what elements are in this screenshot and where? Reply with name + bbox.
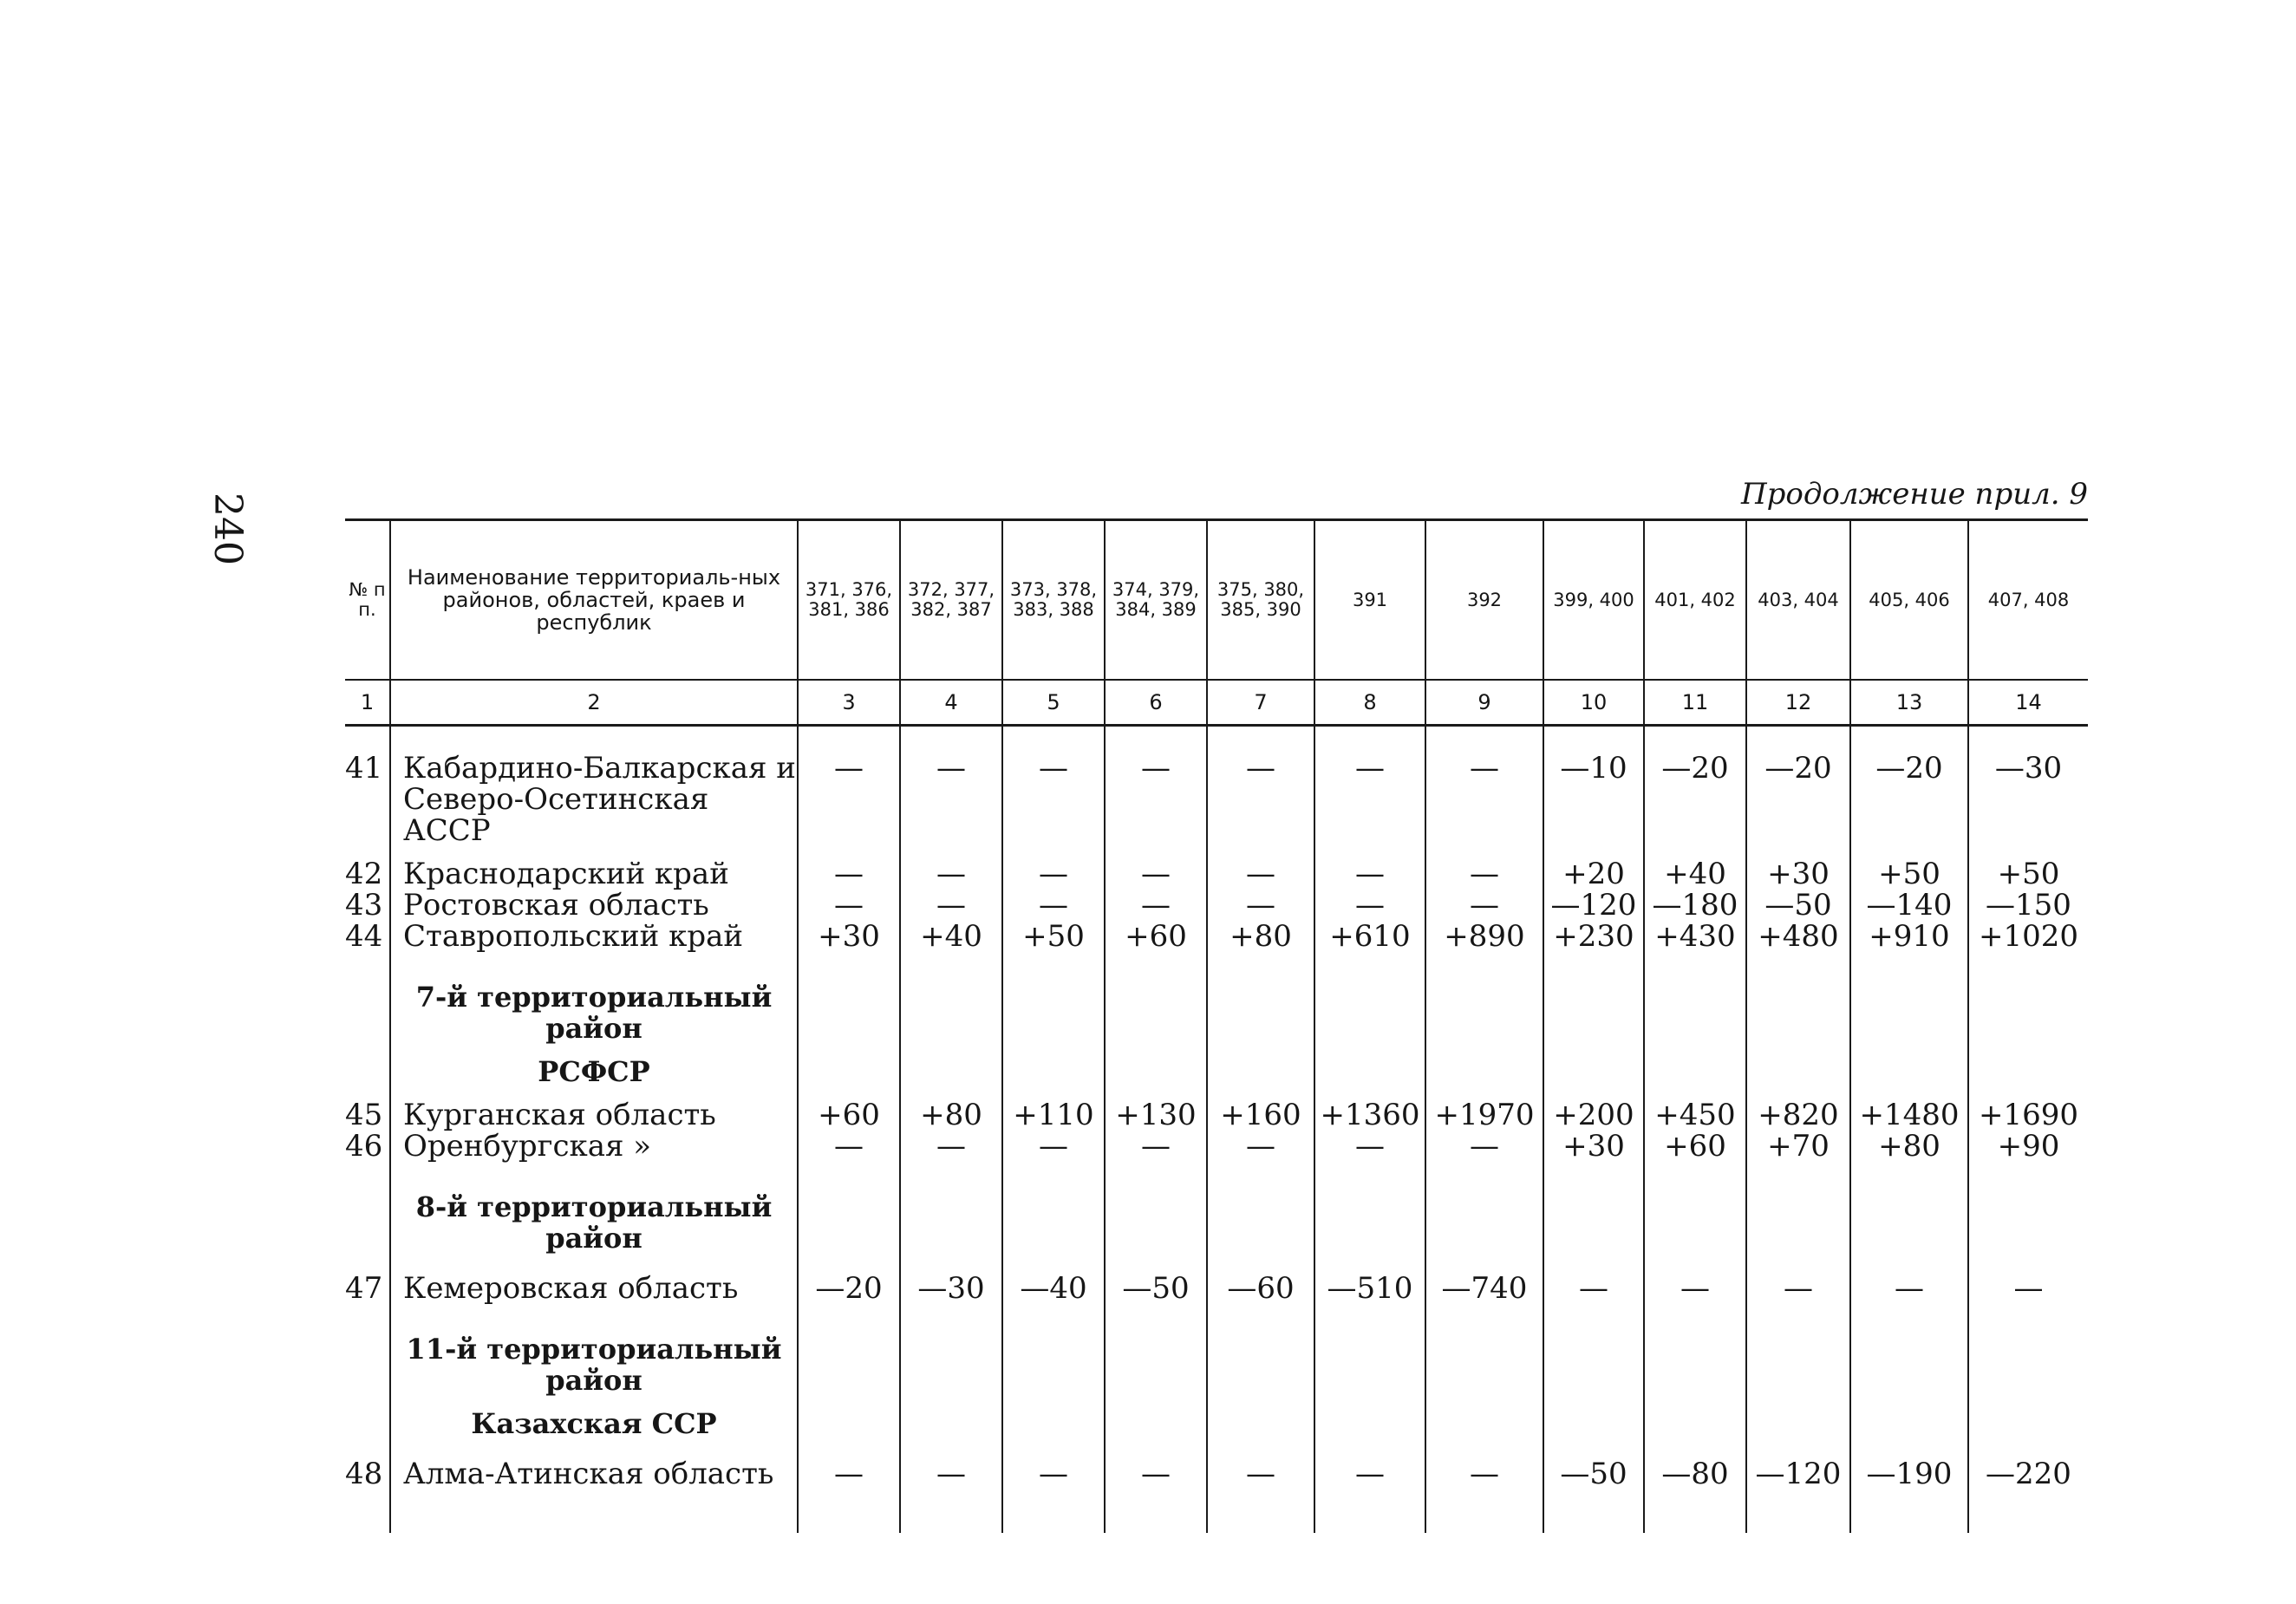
empty-cell [1850, 1044, 1968, 1087]
region-name: Оренбургская » [390, 1131, 798, 1162]
empty-cell [345, 1304, 390, 1396]
empty-cell [1425, 1162, 1543, 1254]
empty-cell [1543, 1304, 1644, 1396]
value-cell: +1480 [1850, 1087, 1968, 1131]
value-cell: — [1968, 1254, 2088, 1304]
value-cell: — [1425, 726, 1543, 847]
value-cell: +110 [1002, 1087, 1105, 1131]
empty-cell [1207, 1044, 1314, 1087]
row-number: 42 [345, 857, 383, 891]
value-cell: — [798, 1439, 900, 1533]
empty-cell [1746, 1396, 1850, 1439]
empty-cell [1002, 1304, 1105, 1396]
value-cell: — [1207, 1439, 1314, 1533]
header-col-8: 391 [1314, 520, 1425, 681]
value-cell: —50 [1746, 890, 1850, 921]
section-row [345, 1396, 2088, 1439]
value-cell: — [1207, 846, 1314, 890]
header-col-3: 371, 376, 381, 386 [798, 520, 900, 681]
value-cell: +130 [1105, 1087, 1207, 1131]
section-row [345, 952, 2088, 1044]
value-cell: —50 [1105, 1254, 1207, 1304]
value-cell: +1360 [1314, 1087, 1425, 1131]
page-number: 240 [205, 492, 250, 565]
value-cell: +70 [1746, 1131, 1850, 1162]
value-cell: — [798, 890, 900, 921]
continuation-title: Продолжение прил. 9 [1741, 477, 2088, 512]
empty-cell [1105, 1396, 1207, 1439]
value-cell: +820 [1746, 1087, 1850, 1131]
value-cell: +50 [1850, 846, 1968, 890]
data-table [345, 518, 2088, 1533]
value-cell: —30 [900, 1254, 1002, 1304]
value-cell: —50 [1543, 1439, 1644, 1533]
value-cell: +60 [1105, 921, 1207, 952]
table-row [345, 1087, 2088, 1131]
value-cell: — [1425, 1131, 1543, 1162]
empty-cell [1850, 952, 1968, 1044]
empty-cell [900, 952, 1002, 1044]
empty-cell [1644, 952, 1746, 1044]
table-row [345, 890, 2088, 921]
empty-cell [900, 1396, 1002, 1439]
region-name: Курганская область [390, 1087, 798, 1131]
table-header [345, 520, 2088, 726]
header-col-10: 399, 400 [1543, 520, 1644, 681]
value-cell: — [1105, 890, 1207, 921]
value-cell: — [1207, 726, 1314, 847]
value-cell: —180 [1644, 890, 1746, 921]
value-cell: +160 [1207, 1087, 1314, 1131]
value-cell: +30 [1746, 846, 1850, 890]
value-cell: — [1425, 1439, 1543, 1533]
value-cell: +60 [798, 1087, 900, 1131]
column-number: 14 [1968, 680, 2088, 726]
empty-cell [1968, 952, 2088, 1044]
value-cell: —510 [1314, 1254, 1425, 1304]
column-number: 9 [1425, 680, 1543, 726]
column-number: 6 [1105, 680, 1207, 726]
value-cell: — [900, 890, 1002, 921]
value-cell: — [1105, 846, 1207, 890]
empty-cell [1746, 952, 1850, 1044]
section-row [345, 1162, 2088, 1254]
value-cell: — [1105, 1131, 1207, 1162]
value-cell: — [1002, 846, 1105, 890]
value-cell: —120 [1746, 1439, 1850, 1533]
table-row [345, 1131, 2088, 1162]
value-cell: —40 [1002, 1254, 1105, 1304]
empty-cell [345, 952, 390, 1044]
value-cell: — [1314, 1439, 1425, 1533]
value-cell: — [1207, 1131, 1314, 1162]
value-cell: +20 [1543, 846, 1644, 890]
value-cell: —740 [1425, 1254, 1543, 1304]
empty-cell [1968, 1304, 2088, 1396]
table-body [345, 726, 2088, 1534]
empty-cell [900, 1044, 1002, 1087]
empty-cell [1746, 1304, 1850, 1396]
column-number: 5 [1002, 680, 1105, 726]
empty-cell [900, 1304, 1002, 1396]
empty-cell [1543, 1162, 1644, 1254]
value-cell: — [1746, 1254, 1850, 1304]
value-cell: +30 [798, 921, 900, 952]
empty-cell [1543, 1396, 1644, 1439]
empty-cell [1644, 1396, 1746, 1439]
value-cell: +230 [1543, 921, 1644, 952]
value-cell: —150 [1968, 890, 2088, 921]
header-col-13: 405, 406 [1850, 520, 1968, 681]
empty-cell [1002, 1044, 1105, 1087]
empty-cell [1314, 1044, 1425, 1087]
value-cell: — [900, 846, 1002, 890]
region-name: Ростовская область [390, 890, 798, 921]
empty-cell [1207, 1304, 1314, 1396]
column-number: 13 [1850, 680, 1968, 726]
empty-cell [1314, 1162, 1425, 1254]
empty-cell [1002, 1162, 1105, 1254]
empty-cell [1425, 1044, 1543, 1087]
header-col-5: 373, 378, 383, 388 [1002, 520, 1105, 681]
empty-cell [1207, 1396, 1314, 1439]
column-number: 7 [1207, 680, 1314, 726]
value-cell: +60 [1644, 1131, 1746, 1162]
empty-cell [1850, 1396, 1968, 1439]
empty-cell [1002, 952, 1105, 1044]
value-cell: —60 [1207, 1254, 1314, 1304]
header-col-12: 403, 404 [1746, 520, 1850, 681]
value-cell: — [1207, 890, 1314, 921]
value-cell: +480 [1746, 921, 1850, 952]
section-heading: РСФСР [390, 1044, 798, 1087]
value-cell: — [1002, 1131, 1105, 1162]
region-name: Краснодарский край [390, 846, 798, 890]
value-cell: +430 [1644, 921, 1746, 952]
section-row [345, 1044, 2088, 1087]
value-cell: —20 [1850, 726, 1968, 847]
column-number: 4 [900, 680, 1002, 726]
region-name: Ставропольский край [390, 921, 798, 952]
value-cell: — [900, 726, 1002, 847]
row-number: 47 [345, 1271, 383, 1306]
empty-cell [1314, 1396, 1425, 1439]
empty-cell [1644, 1162, 1746, 1254]
value-cell: +200 [1543, 1087, 1644, 1131]
value-cell: — [1002, 890, 1105, 921]
value-cell: — [1314, 890, 1425, 921]
value-cell: —10 [1543, 726, 1644, 847]
empty-cell [798, 1396, 900, 1439]
value-cell: +80 [1850, 1131, 1968, 1162]
value-cell: +90 [1968, 1131, 2088, 1162]
empty-cell [1644, 1044, 1746, 1087]
value-cell: — [1850, 1254, 1968, 1304]
row-number: 44 [345, 919, 383, 954]
value-cell: — [1425, 846, 1543, 890]
region-name: Кемеровская область [390, 1254, 798, 1304]
section-heading: 7-й территориальный район [390, 952, 798, 1044]
value-cell: —80 [1644, 1439, 1746, 1533]
section-heading: Казахская ССР [390, 1396, 798, 1439]
column-number: 2 [390, 680, 798, 726]
value-cell: +1690 [1968, 1087, 2088, 1131]
value-cell: +40 [900, 921, 1002, 952]
header-name: Наименование территориаль-ных районов, областей, краев и республик [390, 520, 798, 681]
empty-cell [1968, 1162, 2088, 1254]
empty-cell [1850, 1162, 1968, 1254]
empty-cell [1105, 1304, 1207, 1396]
header-col-11: 401, 402 [1644, 520, 1746, 681]
section-heading: 11-й территориальный район [390, 1304, 798, 1396]
empty-cell [1644, 1304, 1746, 1396]
value-cell: +1970 [1425, 1087, 1543, 1131]
value-cell: — [1543, 1254, 1644, 1304]
value-cell: — [900, 1439, 1002, 1533]
empty-cell [1425, 1304, 1543, 1396]
value-cell: +890 [1425, 921, 1543, 952]
value-cell: +910 [1850, 921, 1968, 952]
table-row [345, 726, 2088, 847]
empty-cell [1968, 1044, 2088, 1087]
value-cell: — [1314, 726, 1425, 847]
value-cell: — [900, 1131, 1002, 1162]
value-cell: +450 [1644, 1087, 1746, 1131]
empty-cell [1105, 1044, 1207, 1087]
row-number: 46 [345, 1129, 383, 1164]
table-row [345, 1254, 2088, 1304]
empty-cell [1425, 952, 1543, 1044]
column-number: 10 [1543, 680, 1644, 726]
region-name: Алма-Атинская область [390, 1439, 798, 1533]
value-cell: — [1425, 890, 1543, 921]
value-cell: +1020 [1968, 921, 2088, 952]
empty-cell [345, 1044, 390, 1087]
value-cell: — [1105, 726, 1207, 847]
value-cell: +50 [1002, 921, 1105, 952]
header-col-9: 392 [1425, 520, 1543, 681]
empty-cell [1968, 1396, 2088, 1439]
row-number: 43 [345, 888, 383, 923]
table-row [345, 921, 2088, 952]
empty-cell [798, 1162, 900, 1254]
empty-cell [1207, 952, 1314, 1044]
empty-cell [345, 1162, 390, 1254]
empty-cell [1850, 1304, 1968, 1396]
empty-cell [345, 1396, 390, 1439]
value-cell: —220 [1968, 1439, 2088, 1533]
value-cell: — [1644, 1254, 1746, 1304]
empty-cell [1746, 1044, 1850, 1087]
empty-cell [1425, 1396, 1543, 1439]
value-cell: — [1105, 1439, 1207, 1533]
table-row [345, 846, 2088, 890]
value-cell: +50 [1968, 846, 2088, 890]
value-cell: +80 [900, 1087, 1002, 1131]
empty-cell [798, 1304, 900, 1396]
value-cell: —190 [1850, 1439, 1968, 1533]
value-cell: —20 [1644, 726, 1746, 847]
table-row [345, 1439, 2088, 1533]
empty-cell [1105, 1162, 1207, 1254]
region-name: Кабардино-Балкарская и Северо-Осетинская АССР [390, 726, 798, 847]
value-cell: — [798, 846, 900, 890]
value-cell: — [798, 726, 900, 847]
value-cell: — [798, 1131, 900, 1162]
header-col-6: 374, 379, 384, 389 [1105, 520, 1207, 681]
empty-cell [900, 1162, 1002, 1254]
value-cell: — [1002, 726, 1105, 847]
empty-cell [1543, 952, 1644, 1044]
value-cell: —20 [798, 1254, 900, 1304]
empty-cell [1002, 1396, 1105, 1439]
empty-cell [798, 1044, 900, 1087]
value-cell: +40 [1644, 846, 1746, 890]
column-number: 3 [798, 680, 900, 726]
value-cell: —20 [1746, 726, 1850, 847]
row-number: 45 [345, 1098, 383, 1132]
header-col-7: 375, 380, 385, 390 [1207, 520, 1314, 681]
header-col-14: 407, 408 [1968, 520, 2088, 681]
column-number: 12 [1746, 680, 1850, 726]
empty-cell [1207, 1162, 1314, 1254]
empty-cell [1314, 952, 1425, 1044]
value-cell: —30 [1968, 726, 2088, 847]
empty-cell [1746, 1162, 1850, 1254]
column-number: 11 [1644, 680, 1746, 726]
empty-cell [1314, 1304, 1425, 1396]
header-num: № п п. [345, 520, 390, 681]
value-cell: — [1002, 1439, 1105, 1533]
value-cell: +80 [1207, 921, 1314, 952]
header-col-4: 372, 377, 382, 387 [900, 520, 1002, 681]
row-number: 48 [345, 1457, 383, 1491]
row-number: 41 [345, 751, 383, 786]
value-cell: — [1314, 846, 1425, 890]
value-cell: +610 [1314, 921, 1425, 952]
column-number: 1 [345, 680, 390, 726]
value-cell: —120 [1543, 890, 1644, 921]
section-row [345, 1304, 2088, 1396]
value-cell: — [1314, 1131, 1425, 1162]
section-heading: 8-й территориальный район [390, 1162, 798, 1254]
empty-cell [1105, 952, 1207, 1044]
empty-cell [798, 952, 900, 1044]
empty-cell [1543, 1044, 1644, 1087]
value-cell: +30 [1543, 1131, 1644, 1162]
value-cell: —140 [1850, 890, 1968, 921]
column-number: 8 [1314, 680, 1425, 726]
